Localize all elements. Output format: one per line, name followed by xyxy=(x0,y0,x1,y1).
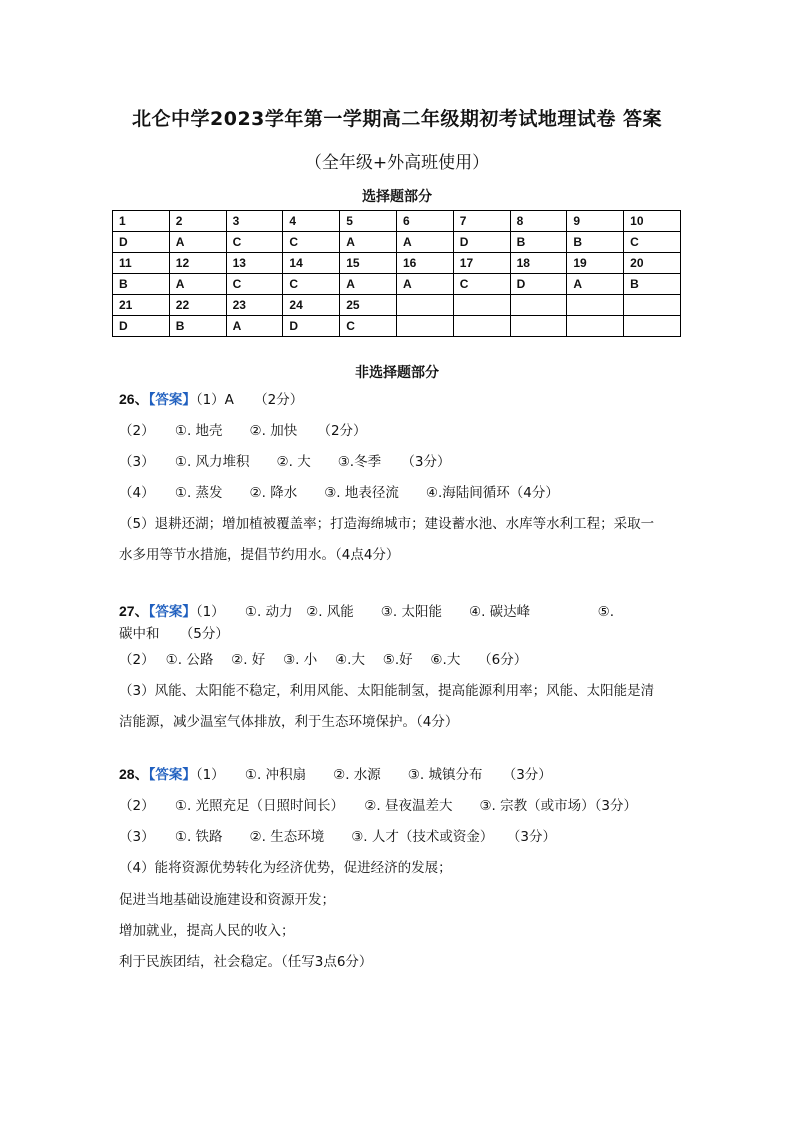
q26-answer-1: （1）A （2分） xyxy=(195,392,304,408)
question-number-cell: 23 xyxy=(226,295,283,316)
question-number-cell: 9 xyxy=(567,211,624,232)
question-number-cell: 17 xyxy=(453,253,510,274)
answer-cell: D xyxy=(113,316,170,337)
q28-answer-1: （1） ①. 冲积扇 ②. 水源 ③. 城镇分布 （3分） xyxy=(195,767,552,783)
answer-tag: 【答案】 xyxy=(148,604,196,620)
question-number-cell: 5 xyxy=(340,211,397,232)
question-number-cell: 22 xyxy=(169,295,226,316)
answer-cell: A xyxy=(340,232,397,253)
q26-answer-5a: （5）退耕还湖；增加植被覆盖率；打造海绵城市；建设蓄水池、水库等水利工程；采取一 xyxy=(119,516,655,532)
q28-line-1 xyxy=(119,763,552,784)
q26-number: 26、 xyxy=(119,391,149,407)
answer-cell xyxy=(453,316,510,337)
question-number-cell xyxy=(624,295,681,316)
answer-cell: A xyxy=(567,274,624,295)
page-title: 北仑中学2023学年第一学期高二年级期初考试地理试卷 答案 xyxy=(132,108,662,130)
q27-answer-3b: 洁能源，减少温室气体排放，利于生态环境保护。（4分） xyxy=(119,714,459,730)
answer-cell: D xyxy=(283,316,340,337)
choice-section-heading: 选择题部分 xyxy=(362,189,432,205)
page-subtitle: （全年级+外高班使用） xyxy=(304,153,490,173)
question-number-cell xyxy=(567,295,624,316)
answer-cell: B xyxy=(624,274,681,295)
answer-tag: 【答案】 xyxy=(148,767,196,783)
q26-answer-3: （3） ①. 风力堆积 ②. 大 ③.冬季 （3分） xyxy=(119,454,451,470)
answer-cell: C xyxy=(340,316,397,337)
q28-number: 28、 xyxy=(119,766,149,782)
q28-answer-5: 促进当地基础设施建设和资源开发； xyxy=(119,892,335,908)
answer-cell: A xyxy=(396,274,453,295)
question-number-cell: 2 xyxy=(169,211,226,232)
answer-cell: B xyxy=(169,316,226,337)
question-number-cell: 13 xyxy=(226,253,283,274)
question-number-cell xyxy=(396,295,453,316)
answer-cell xyxy=(624,316,681,337)
answer-cell xyxy=(567,316,624,337)
question-number-row xyxy=(113,253,681,274)
answer-cell: A xyxy=(169,274,226,295)
q28-answer-7: 利于民族团结，社会稳定。（任写3点6分） xyxy=(119,954,373,970)
question-number-row xyxy=(113,211,681,232)
q27-answer-1: （1） ①. 动力 ②. 风能 ③. 太阳能 ④. 碳达峰 ⑤. xyxy=(195,604,615,620)
answer-cell: A xyxy=(396,232,453,253)
question-number-cell: 4 xyxy=(283,211,340,232)
answer-cell: C xyxy=(283,232,340,253)
question-number-cell: 7 xyxy=(453,211,510,232)
q27-answer-3a: （3）风能、太阳能不稳定，利用风能、太阳能制氢，提高能源利用率；风能、太阳能是清 xyxy=(119,683,655,699)
question-number-cell: 19 xyxy=(567,253,624,274)
answer-key-row xyxy=(113,316,681,337)
question-number-cell: 12 xyxy=(169,253,226,274)
answer-cell: B xyxy=(567,232,624,253)
answer-cell: D xyxy=(510,274,567,295)
answer-tag: 【答案】 xyxy=(148,392,196,408)
q28-answer-4: （4）能将资源优势转化为经济优势，促进经济的发展； xyxy=(119,860,452,876)
q27-line-1 xyxy=(119,600,614,621)
question-number-cell: 20 xyxy=(624,253,681,274)
question-number-cell: 24 xyxy=(283,295,340,316)
question-number-cell: 16 xyxy=(396,253,453,274)
answer-cell: B xyxy=(113,274,170,295)
answer-cell: C xyxy=(453,274,510,295)
question-number-cell: 15 xyxy=(340,253,397,274)
question-number-cell: 25 xyxy=(340,295,397,316)
question-number-cell: 6 xyxy=(396,211,453,232)
answer-cell: C xyxy=(226,232,283,253)
answer-cell: B xyxy=(510,232,567,253)
q28-answer-3: （3） ①. 铁路 ②. 生态环境 ③. 人才（技术或资金） （3分） xyxy=(119,829,556,845)
answer-cell: A xyxy=(169,232,226,253)
question-number-cell: 3 xyxy=(226,211,283,232)
answer-cell: A xyxy=(340,274,397,295)
nonchoice-section-heading: 非选择题部分 xyxy=(355,365,439,381)
q26-line-1 xyxy=(119,388,303,409)
q27-answer-1b: 碳中和 （5分） xyxy=(119,626,229,642)
question-number-cell xyxy=(510,295,567,316)
q27-number: 27、 xyxy=(119,603,149,619)
question-number-row xyxy=(113,295,681,316)
question-number-cell: 1 xyxy=(113,211,170,232)
q26-answer-5b: 水多用等节水措施，提倡节约用水。（4点4分） xyxy=(119,547,400,563)
question-number-cell: 21 xyxy=(113,295,170,316)
question-number-cell: 14 xyxy=(283,253,340,274)
question-number-cell: 8 xyxy=(510,211,567,232)
q26-answer-4: （4） ①. 蒸发 ②. 降水 ③. 地表径流 ④.海陆间循环（4分） xyxy=(119,485,559,501)
answer-cell xyxy=(510,316,567,337)
answer-cell xyxy=(396,316,453,337)
q27-answer-2: （2） ①. 公路 ②. 好 ③. 小 ④.大 ⑤.好 ⑥.大 （6分） xyxy=(119,652,528,668)
answer-cell: C xyxy=(283,274,340,295)
answer-cell: C xyxy=(226,274,283,295)
q26-answer-2: （2） ①. 地壳 ②. 加快 （2分） xyxy=(119,423,367,439)
answer-cell: D xyxy=(113,232,170,253)
answer-key-row xyxy=(113,274,681,295)
question-number-cell: 11 xyxy=(113,253,170,274)
q28-answer-2: （2） ①. 光照充足（日照时间长） ②. 昼夜温差大 ③. 宗教（或市场）（3分） xyxy=(119,798,637,814)
q28-answer-6: 增加就业，提高人民的收入； xyxy=(119,923,295,939)
answer-key-row xyxy=(113,232,681,253)
question-number-cell xyxy=(453,295,510,316)
question-number-cell: 10 xyxy=(624,211,681,232)
answer-cell: D xyxy=(453,232,510,253)
choice-answer-table xyxy=(112,210,681,337)
answer-cell: C xyxy=(624,232,681,253)
question-number-cell: 18 xyxy=(510,253,567,274)
answer-cell: A xyxy=(226,316,283,337)
